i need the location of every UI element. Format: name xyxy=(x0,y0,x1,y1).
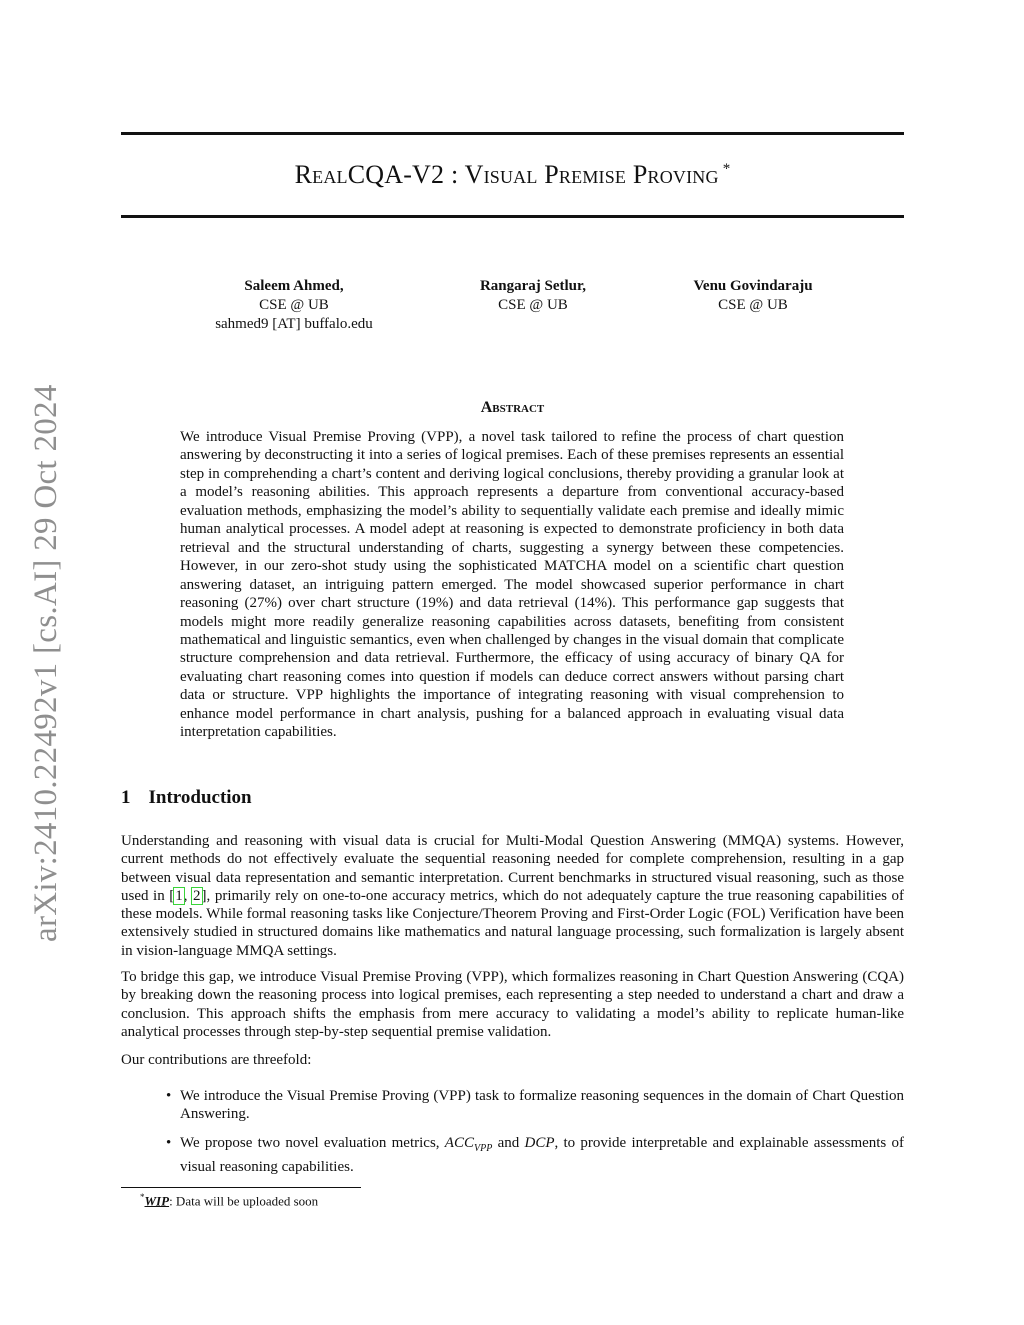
footnote-label: WIP xyxy=(144,1193,170,1209)
section-heading xyxy=(121,787,252,809)
citation-link-2[interactable]: 2 xyxy=(193,887,201,904)
author-affiliation: CSE @ UB xyxy=(259,297,329,313)
metric-acc-vpp: $ACC_{VPP}$ xyxy=(444,1134,493,1154)
author-name: Rangaraj Setlur, xyxy=(479,278,587,294)
paper-title xyxy=(121,160,904,190)
author-block xyxy=(180,277,408,334)
author-email: sahmed9 [AT] buffalo.edu xyxy=(215,316,373,332)
bullet-icon: • xyxy=(166,1134,172,1151)
list-item-text: , to provide interpretable and explainable assessments of visual reasoning capabilities. xyxy=(180,1134,905,1175)
footnote-mark: * xyxy=(140,1192,145,1202)
intro-paragraph-1 xyxy=(121,832,904,969)
paragraph-text: To bridge this gap, we introduce Visual Premise Proving (VPP), which formalizes reasoning in Chart Question Answering (CQA) by breaking down the reasoning process into logical premises, each representing a step needed to understand a chart and draw a conclusion. This approach shifts the emphasis from mere accuracy to validating a model’s ability to replicate human-like analytical processes through step-by-step sequential premise validation. xyxy=(121,969,904,1040)
intro-paragraph-2 xyxy=(121,968,904,1050)
list-item-text: We propose two novel evaluation metrics, xyxy=(180,1134,440,1151)
list-item xyxy=(121,1087,904,1124)
title-bottom-rule xyxy=(121,215,904,218)
list-item xyxy=(121,1134,904,1177)
list-item-text: We introduce the Visual Premise Proving (VPP) task to formalize reasoning sequences in the domain of Chart Question Answering. xyxy=(180,1088,904,1123)
author-affiliation: CSE @ UB xyxy=(718,297,788,313)
arxiv-identifier: arXiv:2410.22492v1 [cs.AI] 29 Oct 2024 xyxy=(28,384,64,942)
footnote xyxy=(140,1192,318,1209)
author-affiliation: CSE @ UB xyxy=(498,297,568,313)
section-title: Introduction xyxy=(148,787,252,808)
abstract-heading: Abstract xyxy=(480,399,545,416)
abstract-text: We introduce Visual Premise Proving (VPP), a novel task tailored to refine the process of chart question answering by deconstructing it into a series of logical premises. Each of these premises represents an essential step in comprehending a chart’s content and deriving logical conclusions, thereby providing a granular look at a model’s reasoning abilities. This approach represents a departure from conventional accuracy-based evaluation methods, emphasizing the model’s ability to sequentially validate each premise and ideally mimic human analytical processes. A model adept at reasoning is expected to demonstrate proficiency in both data retrieval and the structural understanding of charts, suggesting a synergy between these competencies. However, in our zero-shot study using the sophisticated MATCHA model on a scientific chart question answering dataset, an intriguing pattern emerged. The model showcased superior performance in chart reasoning (27%) over chart structure (19%) and data retrieval (14%). This performance gap suggests that models might more readily generalize reasoning capabilities across datasets, benefiting from consistent mathematical and linguistic semantics, even when challenged by changes in the visual domain that complicate structure comprehension and data retrieval. Furthermore, the efficacy of using accuracy of binary QA for evaluating chart reasoning comes into question if models can deduce correct answers without parsing chart data or structure. VPP highlights the importance of integrating reasoning with visual comprehension to enhance model performance in chart analysis, pushing for a balanced approach in evaluating visual data interpretation capabilities. xyxy=(180,429,844,741)
author-block xyxy=(660,277,846,315)
paragraph-text: ], primarily rely on one-to-one accuracy metrics, which do not adequately capture the true reasoning capabilities of these models. While formal reasoning tasks like Conjecture/Theorem Proving and First-Order Logic (FOL) Verification have been extensively studied in structured domains like mathematics and natural language processing, such formalization is largely absent in vision-language MMQA settings. xyxy=(121,887,904,959)
author-name: Venu Govindaraju xyxy=(693,278,813,294)
paragraph-text: Our contributions are threefold: xyxy=(121,1052,312,1068)
paragraph-text: Understanding and reasoning with visual data is crucial for Multi-Modal Question Answering (MMQA) systems. However, current methods do not effectively evaluate the sequential reasoning needed for complete comprehension, resulting in a gap between visual data representation and semantic interpretation. Current benchmarks in structured visual reasoning, such as those used in [ xyxy=(121,833,904,904)
title-footnote-mark: * xyxy=(722,161,731,177)
author-name: Saleem Ahmed, xyxy=(244,278,344,294)
title-top-rule xyxy=(121,132,904,135)
contributions-list xyxy=(121,1087,904,1186)
paper-title-text: RealCQA-V2 : Visual Premise Proving xyxy=(294,160,719,189)
metric-dcp: DCP xyxy=(524,1134,555,1151)
citation-separator: , xyxy=(183,887,193,904)
footnote-text: : Data will be uploaded soon xyxy=(169,1193,319,1209)
author-block xyxy=(440,277,626,315)
bullet-icon: • xyxy=(166,1088,172,1104)
footnote-rule xyxy=(121,1187,361,1188)
intro-paragraph-3 xyxy=(121,1051,904,1078)
section-number: 1 xyxy=(121,787,131,808)
list-item-text: and xyxy=(497,1134,520,1151)
citation-link-1[interactable]: 1 xyxy=(175,887,183,904)
